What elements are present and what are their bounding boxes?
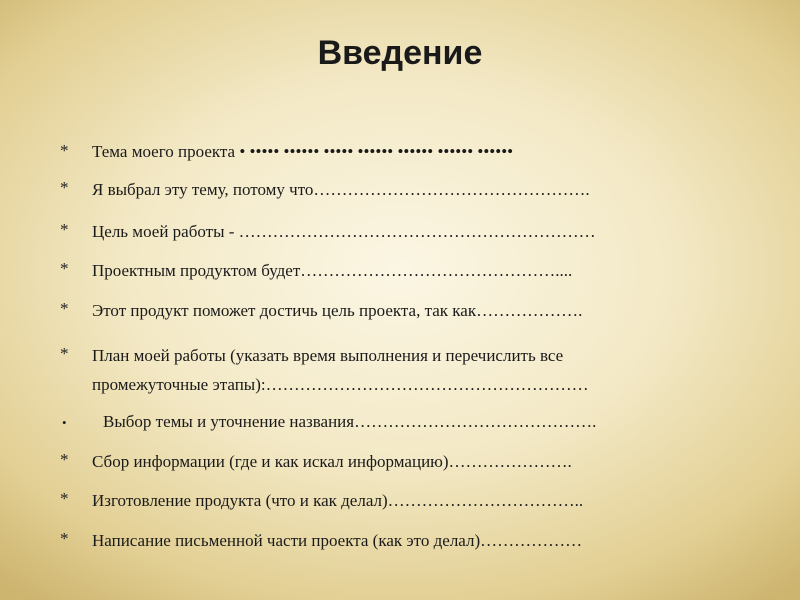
item-product: Проектным продуктом будет……………………………………….... xyxy=(92,261,573,280)
bullet-marker: * xyxy=(60,344,69,363)
item-product-purpose: Этот продукт поможет достичь цель проекта, так как………………. xyxy=(92,301,583,320)
item-work-plan: План моей работы (указать время выполнения и перечислить все xyxy=(92,346,564,365)
bullet-marker: * xyxy=(60,141,69,160)
bullet-marker: * xyxy=(60,529,69,548)
bullet-marker: * xyxy=(60,220,69,239)
item-info-collection: Сбор информации (где и как искал информацию)…………………. xyxy=(92,452,572,471)
item-goal: Цель моей работы - ……………………………………………………… xyxy=(92,222,596,241)
item-topic: Тема моего проекта • ••••• •••••• ••••• •••••• •••••• •••••• •••••• xyxy=(92,142,514,161)
bullet-marker: * xyxy=(60,259,69,278)
item-writing: Написание письменной части проекта (как это делал)……………… xyxy=(92,531,583,550)
slide-title: Введение xyxy=(317,34,483,72)
bullet-marker: * xyxy=(60,450,69,469)
item-production: Изготовление продукта (что и как делал)…………………………….. xyxy=(92,491,584,510)
bullet-marker: * xyxy=(60,489,69,508)
item-topic-choice: Выбор темы и уточнение названия……………………………………. xyxy=(103,412,597,431)
bullet-marker: • xyxy=(62,415,67,430)
bullet-marker: * xyxy=(60,178,69,197)
bullet-marker: * xyxy=(60,299,69,318)
item-work-plan-cont: промежуточные этапы):………………………………………………… xyxy=(92,375,589,394)
item-reason: Я выбрал эту тему, потому что…………………………………………. xyxy=(92,180,590,199)
